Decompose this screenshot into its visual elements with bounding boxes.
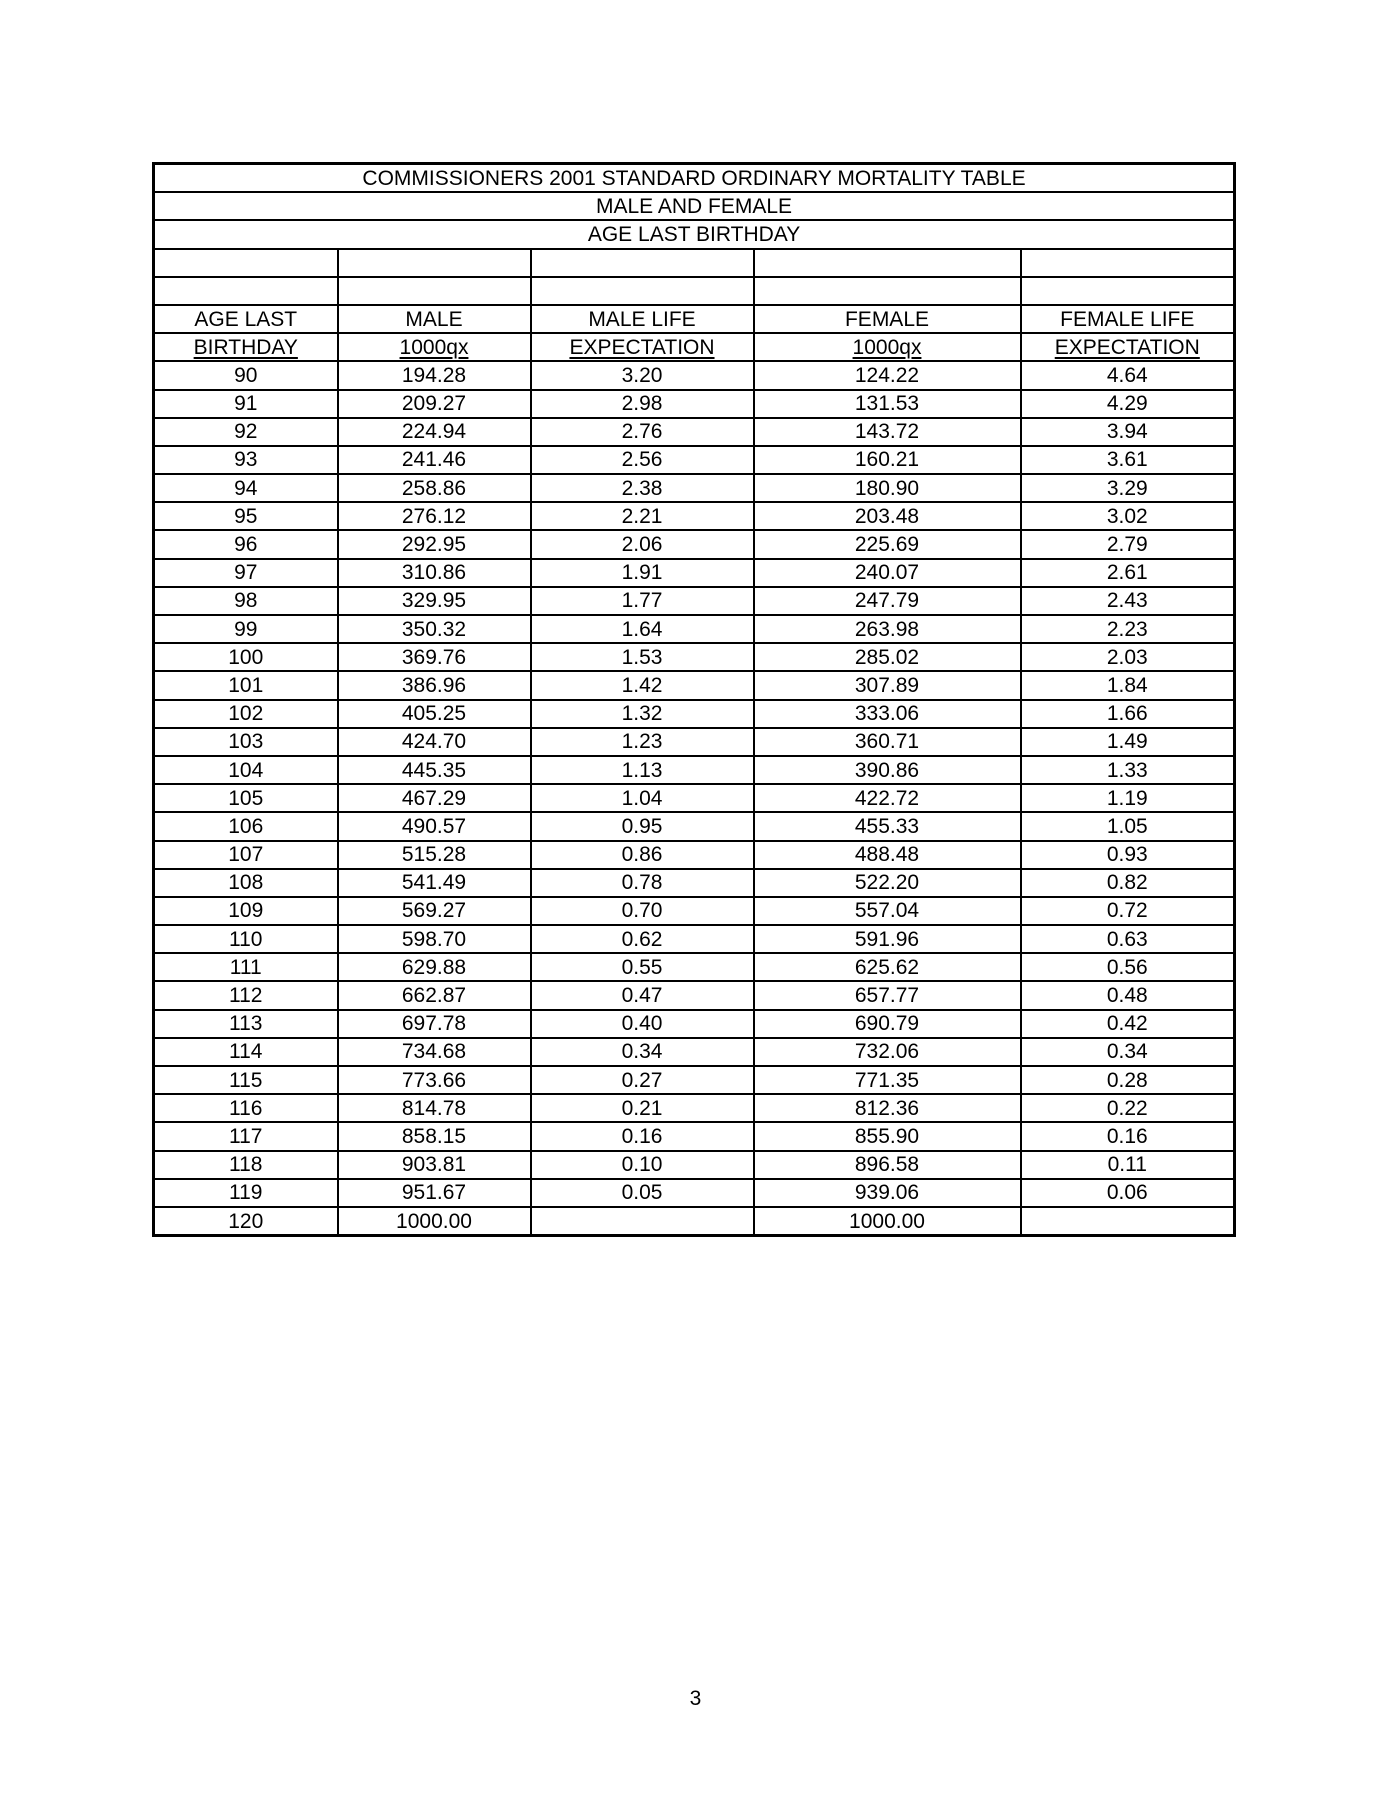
table-cell: 2.76 bbox=[531, 418, 754, 446]
table-row bbox=[154, 474, 1235, 502]
table-cell: 115 bbox=[154, 1066, 338, 1094]
table-cell: 625.62 bbox=[754, 953, 1021, 981]
table-cell: 160.21 bbox=[754, 446, 1021, 474]
table-cell: 1.42 bbox=[531, 671, 754, 699]
table-subtitle: MALE AND FEMALE bbox=[154, 192, 1235, 220]
column-header-age-sub: BIRTHDAY bbox=[154, 333, 338, 361]
spacer-cell bbox=[754, 277, 1021, 305]
table-row bbox=[154, 1179, 1235, 1207]
table-cell: 541.49 bbox=[338, 869, 531, 897]
page-number: 3 bbox=[689, 1687, 702, 1710]
table-cell: 113 bbox=[154, 1010, 338, 1038]
table-cell: 422.72 bbox=[754, 784, 1021, 812]
table-row bbox=[154, 671, 1235, 699]
table-cell: 0.86 bbox=[531, 841, 754, 869]
table-cell: 94 bbox=[154, 474, 338, 502]
table-row bbox=[154, 812, 1235, 840]
table-row bbox=[154, 869, 1235, 897]
spacer-cell bbox=[1021, 249, 1235, 277]
table-cell: 112 bbox=[154, 981, 338, 1009]
table-cell: 369.76 bbox=[338, 643, 531, 671]
table-cell: 0.47 bbox=[531, 981, 754, 1009]
table-cell: 1.66 bbox=[1021, 700, 1235, 728]
table-row bbox=[154, 1010, 1235, 1038]
table-row bbox=[154, 1122, 1235, 1150]
table-row bbox=[154, 559, 1235, 587]
table-cell: 855.90 bbox=[754, 1122, 1021, 1150]
table-cell bbox=[531, 1207, 754, 1236]
table-cell: 116 bbox=[154, 1094, 338, 1122]
table-cell: 0.82 bbox=[1021, 869, 1235, 897]
table-cell: 1.05 bbox=[1021, 812, 1235, 840]
table-cell: 108 bbox=[154, 869, 338, 897]
table-cell: 109 bbox=[154, 897, 338, 925]
spacer-cell bbox=[754, 249, 1021, 277]
table-title-row bbox=[154, 164, 1235, 193]
table-cell: 424.70 bbox=[338, 728, 531, 756]
table-row bbox=[154, 953, 1235, 981]
table-cell: 2.23 bbox=[1021, 615, 1235, 643]
table-cell: 203.48 bbox=[754, 502, 1021, 530]
table-subtitle2-row bbox=[154, 220, 1235, 248]
table-cell: 0.05 bbox=[531, 1179, 754, 1207]
table-row bbox=[154, 418, 1235, 446]
column-header-female-life: FEMALE LIFE bbox=[1021, 305, 1235, 333]
table-row bbox=[154, 897, 1235, 925]
table-cell: 1000.00 bbox=[754, 1207, 1021, 1236]
table-cell: 0.11 bbox=[1021, 1151, 1235, 1179]
table-row bbox=[154, 841, 1235, 869]
table-row bbox=[154, 361, 1235, 389]
table-cell: 98 bbox=[154, 587, 338, 615]
table-cell: 386.96 bbox=[338, 671, 531, 699]
table-cell: 0.78 bbox=[531, 869, 754, 897]
table-cell: 3.29 bbox=[1021, 474, 1235, 502]
table-cell: 1.84 bbox=[1021, 671, 1235, 699]
table-cell: 111 bbox=[154, 953, 338, 981]
table-cell: 569.27 bbox=[338, 897, 531, 925]
table-cell: 690.79 bbox=[754, 1010, 1021, 1038]
mortality-table-body bbox=[154, 361, 1235, 1235]
table-cell: 329.95 bbox=[338, 587, 531, 615]
table-cell: 1.23 bbox=[531, 728, 754, 756]
table-cell: 515.28 bbox=[338, 841, 531, 869]
table-cell: 0.95 bbox=[531, 812, 754, 840]
header-row-line2 bbox=[154, 333, 1235, 361]
table-row bbox=[154, 1066, 1235, 1094]
column-header-male-life-sub: EXPECTATION bbox=[531, 333, 754, 361]
table-cell: 0.70 bbox=[531, 897, 754, 925]
table-cell: 0.55 bbox=[531, 953, 754, 981]
table-cell: 732.06 bbox=[754, 1038, 1021, 1066]
table-cell: 3.94 bbox=[1021, 418, 1235, 446]
column-header-male-qx: MALE bbox=[338, 305, 531, 333]
spacer-row bbox=[154, 277, 1235, 305]
table-cell: 103 bbox=[154, 728, 338, 756]
table-cell: 1.13 bbox=[531, 756, 754, 784]
table-cell: 1.32 bbox=[531, 700, 754, 728]
table-cell: 240.07 bbox=[754, 559, 1021, 587]
table-cell: 95 bbox=[154, 502, 338, 530]
table-cell: 1.91 bbox=[531, 559, 754, 587]
table-cell: 241.46 bbox=[338, 446, 531, 474]
table-cell: 951.67 bbox=[338, 1179, 531, 1207]
table-row bbox=[154, 700, 1235, 728]
table-cell: 0.16 bbox=[1021, 1122, 1235, 1150]
table-cell: 814.78 bbox=[338, 1094, 531, 1122]
table-cell: 194.28 bbox=[338, 361, 531, 389]
table-cell: 101 bbox=[154, 671, 338, 699]
table-cell: 1.64 bbox=[531, 615, 754, 643]
column-header-female-qx-sub: 1000qx bbox=[754, 333, 1021, 361]
table-cell: 114 bbox=[154, 1038, 338, 1066]
spacer-cell bbox=[338, 249, 531, 277]
table-cell: 0.40 bbox=[531, 1010, 754, 1038]
spacer-cell bbox=[1021, 277, 1235, 305]
table-cell: 107 bbox=[154, 841, 338, 869]
table-row bbox=[154, 643, 1235, 671]
spacer-row bbox=[154, 249, 1235, 277]
table-cell: 522.20 bbox=[754, 869, 1021, 897]
table-cell: 263.98 bbox=[754, 615, 1021, 643]
table-cell: 333.06 bbox=[754, 700, 1021, 728]
mortality-table-head bbox=[154, 164, 1235, 362]
table-cell: 445.35 bbox=[338, 756, 531, 784]
table-cell: 0.27 bbox=[531, 1066, 754, 1094]
table-cell: 405.25 bbox=[338, 700, 531, 728]
table-cell: 939.06 bbox=[754, 1179, 1021, 1207]
table-cell: 310.86 bbox=[338, 559, 531, 587]
table-cell: 104 bbox=[154, 756, 338, 784]
table-cell: 91 bbox=[154, 390, 338, 418]
table-cell: 276.12 bbox=[338, 502, 531, 530]
spacer-cell bbox=[531, 277, 754, 305]
table-cell: 771.35 bbox=[754, 1066, 1021, 1094]
table-row bbox=[154, 1038, 1235, 1066]
table-cell: 110 bbox=[154, 925, 338, 953]
table-cell: 0.21 bbox=[531, 1094, 754, 1122]
table-cell: 591.96 bbox=[754, 925, 1021, 953]
table-cell: 0.34 bbox=[1021, 1038, 1235, 1066]
table-cell: 224.94 bbox=[338, 418, 531, 446]
table-cell: 209.27 bbox=[338, 390, 531, 418]
table-cell: 106 bbox=[154, 812, 338, 840]
mortality-table bbox=[152, 162, 1236, 1237]
table-cell: 455.33 bbox=[754, 812, 1021, 840]
table-cell: 3.61 bbox=[1021, 446, 1235, 474]
table-cell: 99 bbox=[154, 615, 338, 643]
table-row bbox=[154, 1151, 1235, 1179]
column-header-age: AGE LAST bbox=[154, 305, 338, 333]
table-row bbox=[154, 446, 1235, 474]
table-row bbox=[154, 390, 1235, 418]
table-cell: 0.62 bbox=[531, 925, 754, 953]
table-cell: 1.04 bbox=[531, 784, 754, 812]
table-cell: 2.38 bbox=[531, 474, 754, 502]
table-cell: 557.04 bbox=[754, 897, 1021, 925]
table-cell: 1.77 bbox=[531, 587, 754, 615]
table-cell: 131.53 bbox=[754, 390, 1021, 418]
column-header-male-qx-sub: 1000qx bbox=[338, 333, 531, 361]
table-cell: 4.29 bbox=[1021, 390, 1235, 418]
table-cell: 2.61 bbox=[1021, 559, 1235, 587]
table-cell: 90 bbox=[154, 361, 338, 389]
table-title: COMMISSIONERS 2001 STANDARD ORDINARY MORTALITY TABLE bbox=[154, 164, 1235, 193]
table-cell: 734.68 bbox=[338, 1038, 531, 1066]
table-cell: 0.28 bbox=[1021, 1066, 1235, 1094]
table-cell: 896.58 bbox=[754, 1151, 1021, 1179]
table-cell: 117 bbox=[154, 1122, 338, 1150]
table-cell: 2.79 bbox=[1021, 530, 1235, 558]
table-cell: 858.15 bbox=[338, 1122, 531, 1150]
table-row bbox=[154, 1094, 1235, 1122]
table-cell: 598.70 bbox=[338, 925, 531, 953]
table-cell: 0.48 bbox=[1021, 981, 1235, 1009]
table-cell: 2.06 bbox=[531, 530, 754, 558]
table-cell: 903.81 bbox=[338, 1151, 531, 1179]
table-cell: 1000.00 bbox=[338, 1207, 531, 1236]
table-subtitle-row bbox=[154, 192, 1235, 220]
table-cell: 1.19 bbox=[1021, 784, 1235, 812]
table-cell: 812.36 bbox=[754, 1094, 1021, 1122]
table-cell: 697.78 bbox=[338, 1010, 531, 1038]
table-cell: 307.89 bbox=[754, 671, 1021, 699]
table-cell: 629.88 bbox=[338, 953, 531, 981]
table-cell: 180.90 bbox=[754, 474, 1021, 502]
table-cell: 124.22 bbox=[754, 361, 1021, 389]
table-cell: 2.21 bbox=[531, 502, 754, 530]
table-cell: 0.42 bbox=[1021, 1010, 1235, 1038]
table-cell: 360.71 bbox=[754, 728, 1021, 756]
table-cell: 4.64 bbox=[1021, 361, 1235, 389]
table-cell: 100 bbox=[154, 643, 338, 671]
table-cell: 773.66 bbox=[338, 1066, 531, 1094]
table-row bbox=[154, 925, 1235, 953]
table-cell: 118 bbox=[154, 1151, 338, 1179]
table-row bbox=[154, 981, 1235, 1009]
table-subtitle-2: AGE LAST BIRTHDAY bbox=[154, 220, 1235, 248]
table-row bbox=[154, 784, 1235, 812]
spacer-cell bbox=[531, 249, 754, 277]
table-cell: 143.72 bbox=[754, 418, 1021, 446]
table-cell: 285.02 bbox=[754, 643, 1021, 671]
table-cell: 258.86 bbox=[338, 474, 531, 502]
spacer-cell bbox=[154, 249, 338, 277]
column-header-female-life-sub: EXPECTATION bbox=[1021, 333, 1235, 361]
table-cell: 390.86 bbox=[754, 756, 1021, 784]
table-cell: 0.56 bbox=[1021, 953, 1235, 981]
table-cell: 2.98 bbox=[531, 390, 754, 418]
table-cell: 247.79 bbox=[754, 587, 1021, 615]
spacer-cell bbox=[338, 277, 531, 305]
table-cell: 0.16 bbox=[531, 1122, 754, 1150]
table-cell: 93 bbox=[154, 446, 338, 474]
table-cell: 2.43 bbox=[1021, 587, 1235, 615]
table-cell: 0.63 bbox=[1021, 925, 1235, 953]
table-cell: 490.57 bbox=[338, 812, 531, 840]
table-row bbox=[154, 530, 1235, 558]
table-cell: 2.03 bbox=[1021, 643, 1235, 671]
table-row bbox=[154, 1207, 1235, 1236]
table-cell: 657.77 bbox=[754, 981, 1021, 1009]
table-cell: 97 bbox=[154, 559, 338, 587]
table-cell: 96 bbox=[154, 530, 338, 558]
table-cell: 488.48 bbox=[754, 841, 1021, 869]
table-cell: 0.10 bbox=[531, 1151, 754, 1179]
table-row bbox=[154, 756, 1235, 784]
table-cell: 1.49 bbox=[1021, 728, 1235, 756]
table-cell: 0.72 bbox=[1021, 897, 1235, 925]
table-cell: 292.95 bbox=[338, 530, 531, 558]
column-header-male-life: MALE LIFE bbox=[531, 305, 754, 333]
table-cell: 0.22 bbox=[1021, 1094, 1235, 1122]
table-row bbox=[154, 587, 1235, 615]
table-cell: 119 bbox=[154, 1179, 338, 1207]
table-cell: 102 bbox=[154, 700, 338, 728]
table-cell: 0.93 bbox=[1021, 841, 1235, 869]
spacer-cell bbox=[154, 277, 338, 305]
table-cell: 1.33 bbox=[1021, 756, 1235, 784]
table-row bbox=[154, 502, 1235, 530]
table-cell: 1.53 bbox=[531, 643, 754, 671]
table-cell: 2.56 bbox=[531, 446, 754, 474]
table-cell: 92 bbox=[154, 418, 338, 446]
table-row bbox=[154, 615, 1235, 643]
table-cell bbox=[1021, 1207, 1235, 1236]
column-header-female-qx: FEMALE bbox=[754, 305, 1021, 333]
table-cell: 225.69 bbox=[754, 530, 1021, 558]
table-cell: 467.29 bbox=[338, 784, 531, 812]
table-cell: 0.06 bbox=[1021, 1179, 1235, 1207]
header-row-line1 bbox=[154, 305, 1235, 333]
table-cell: 662.87 bbox=[338, 981, 531, 1009]
table-cell: 350.32 bbox=[338, 615, 531, 643]
table-cell: 105 bbox=[154, 784, 338, 812]
table-cell: 3.20 bbox=[531, 361, 754, 389]
table-cell: 120 bbox=[154, 1207, 338, 1236]
table-row bbox=[154, 728, 1235, 756]
table-cell: 3.02 bbox=[1021, 502, 1235, 530]
table-cell: 0.34 bbox=[531, 1038, 754, 1066]
